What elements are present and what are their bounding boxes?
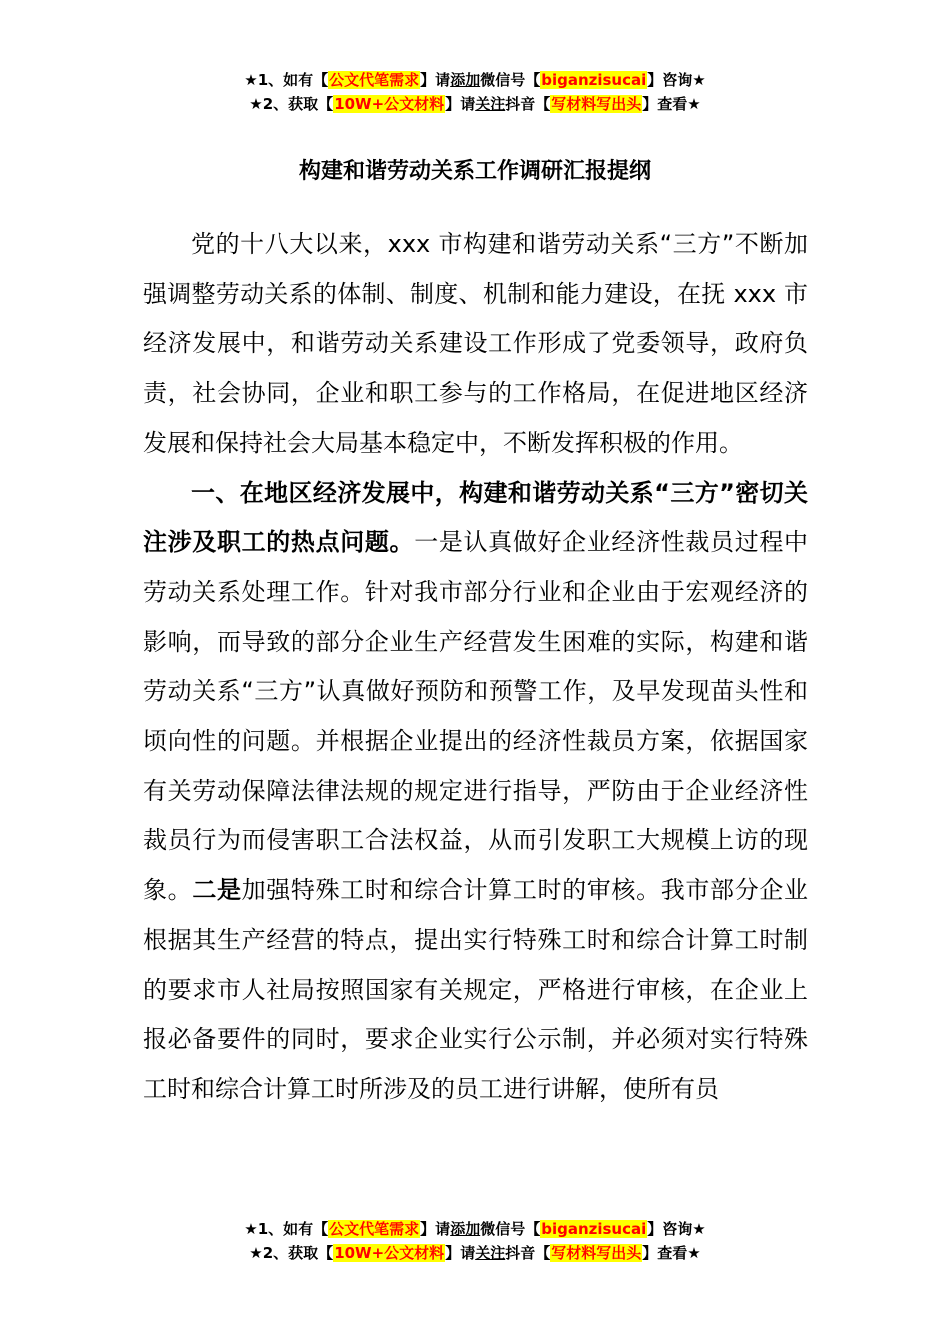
banner-text: ★1、如有【 [244,71,329,89]
banner-underlined-text: 关注 [475,1244,506,1262]
document-body [143,220,808,1115]
paragraph-intro: 党的十八大以来，xxx 市构建和谐劳动关系“三方”不断加强调整劳动关系的体制、制度、机制和能力建设，在抚 xxx 市经济发展中，和谐劳动关系建设工作形成了党委领导，政府负责，社会协同，企业和职工参与的工作格局，在促进地区经济发展和保持社会大局基本稳定中，不断发挥积极的作用。 [143,230,808,457]
banner-text: 】请 [445,95,476,113]
banner-line-1 [0,68,950,92]
banner-text: ★1、如有【 [244,1220,329,1238]
document-title: 构建和谐劳动关系工作调研汇报提纲 [298,159,651,184]
highlight-wechat-id: biganzisucai [541,71,647,89]
highlight-service: 公文代笔需求 [329,71,420,89]
banner-text: 】咨询★ [647,71,706,89]
section-heading: 一、在地区经济发展中，构建和谐劳动关系“三方”密切关注涉及职工的热点问题。 [143,478,808,557]
banner-text: 微信号【 [480,1220,541,1238]
banner-underlined-text: 添加 [450,71,481,89]
banner-text: ★2、获取【 [249,95,334,113]
banner-underlined-text: 添加 [450,1220,481,1238]
banner-text: 微信号【 [480,71,541,89]
highlight-materials: 10W+公文材料 [334,1244,445,1262]
highlight-douyin-id: 写材料写出头 [551,1244,642,1262]
banner-text: 抖音【 [505,95,551,113]
banner-text: 抖音【 [505,1244,551,1262]
banner-text: 】查看★ [642,95,701,113]
banner-underlined-text: 关注 [475,95,506,113]
banner-text: ★2、获取【 [249,1244,334,1262]
highlight-materials: 10W+公文材料 [334,95,445,113]
highlight-service: 公文代笔需求 [329,1220,420,1238]
banner-text: 】请 [420,1220,451,1238]
banner-text: 】查看★ [642,1244,701,1262]
banner-line-2 [0,92,950,116]
header-banner [0,68,950,116]
footer-banner [0,1217,950,1265]
banner-line-1 [0,1217,950,1241]
banner-line-2 [0,1241,950,1265]
banner-text: 】咨询★ [647,1220,706,1238]
highlight-douyin-id: 写材料写出头 [551,95,642,113]
paragraph-text: 一是认真做好企业经济性裁员过程中劳动关系处理工作。针对我市部分行业和企业由于宏观经济的影响，而导致的部分企业生产经营发生困难的实际，构建和谐劳动关系“三方”认真做好预防和预警工作，及早发现苗头性和顷向性的问题。并根据企业提出的经济性裁员方案，依据国家有关劳动保障法律法规的规定进行指导，严防由于企业经济性裁员行为而侵害职工合法权益，从而引发职工大规模上访的现象。 [143,528,809,905]
banner-text: 】请 [420,71,451,89]
point-marker: 二是 [192,876,242,905]
highlight-wechat-id: biganzisucai [541,1220,647,1238]
banner-text: 】请 [445,1244,476,1262]
paragraph-section-1 [143,469,808,1115]
paragraph-text: 加强特殊工时和综合计算工时的审核。我市部分企业根据其生产经营的特点，提出实行特殊工时和综合计算工时制的要求市人社局按照国家有关规定，严格进行审核，在企业上报必备要件的同时，要求企业实行公示制，并必须对实行特殊工时和综合计算工时所涉及的员工进行讲解，使所有员 [143,876,809,1103]
